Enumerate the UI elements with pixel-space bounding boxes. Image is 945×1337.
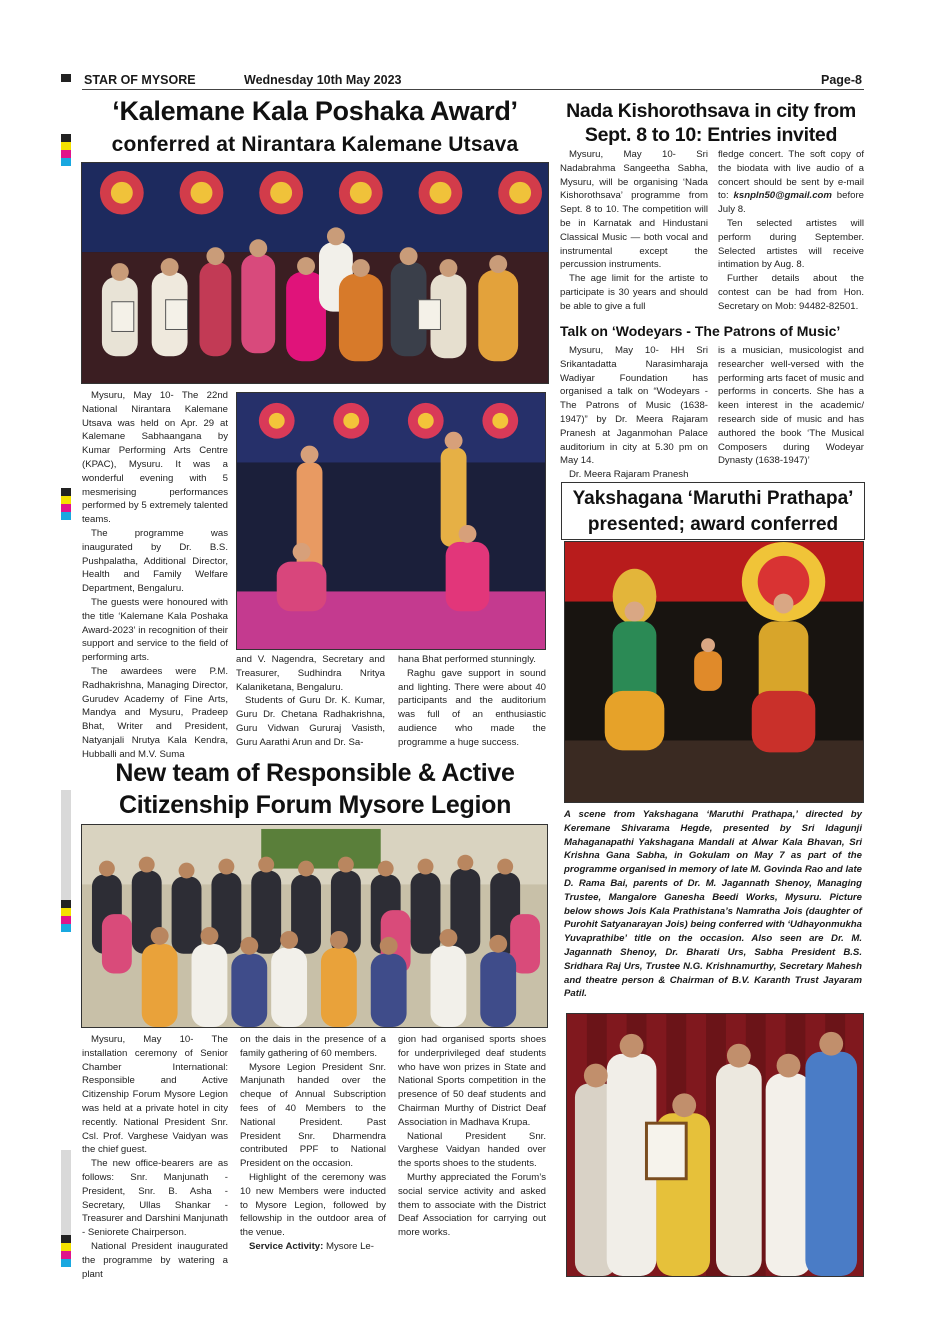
story4-caption: A scene from Yakshagana ‘Maruthi Prathapa,’ directed by Keremane Shivarama Hegde, presented by Sri Idagunji Mahaganapathi Yakshagana Mandali at Alwar Kala Bhavan, Sri Krishna Gana Sabha, in Gokulam on May 7 as part of the programme organised in memory of late M. Govinda Rao and late D. Rama Bai, parents of Dr. M. Jagannath Shenoy, Managing Trustee, Mangalore Ganesha Beedi Works, Mysuru. Picture below shows Jois Kala Prathistana’s Namratha Jois (daughter of Purohit Satyanarayan Jois) being conferred with ‘Udhayonmukha Yuvaprathibe’ title on the occasion. Also seen are Dr. M. Jagannath Shenoy, Dr. Bharati Urs, Sabha President B.S. Sridhara Raj Urs, Trustee N.G. Krishnamurthy, Secretary Mahesh and theatre person & Chairman of B.V. Karanth Trust Jayaram Patil. — [564, 809, 862, 1000]
dancers-photo — [236, 392, 546, 650]
service-activity-label: Service Activity: — [249, 1240, 324, 1252]
story1-headline-line1: ‘Kalemane Kala Poshaka Award’ — [112, 96, 518, 126]
contact-email: ksnpln50@gmail.com — [733, 190, 832, 202]
story5-paragraph: The new office-bearers are as follows: Snr. Manjunath - President, Snr. B. Asha - Secretary, Ullas Shankar - Treasurer and Darshini Manjunath - Seniorete Chairperson. — [82, 1158, 228, 1239]
story2-headline-line2: Sept. 8 to 10: Entries invited — [584, 124, 838, 146]
registration-mark — [61, 74, 71, 82]
page-header — [82, 72, 864, 90]
story5-paragraph: gion had organised sports shoes for underprivileged deaf students who have won prizes in State and National Sports competition in the presence of 50 deaf students and Chairman Murthy of District Deaf Association in Madhava Krupa. — [398, 1034, 546, 1128]
story1-column-1 — [82, 389, 228, 762]
registration-mark — [61, 900, 71, 932]
story4-headline-line2: presented; award conferred — [587, 514, 839, 535]
story5-text: Mysore Le- — [323, 1240, 374, 1252]
story2-column-2 — [718, 148, 864, 314]
story5-paragraph: Mysuru, May 10- The installation ceremony of Senior Chamber International: Responsible and Active Citizenship Forum Mysore Legion was held at a private hotel in city recently. National President Snr. Csl. Prof. Varghese Vaidyan was the chief guest. — [82, 1034, 228, 1156]
registration-mark — [61, 488, 71, 520]
registration-mark — [61, 1235, 71, 1267]
story1-paragraph: hana Bhat performed stunningly. — [398, 654, 536, 665]
story1-paragraph: The guests were honoured with the title ‘Kalemane Kala Poshaka Award-2023’ in recognition of their support and service to the field of performing arts. — [82, 596, 228, 664]
story5-paragraph: National President inaugurated the programme by watering a plant — [82, 1240, 228, 1280]
story1-paragraph: Raghu gave support in sound and lighting. There were about 40 participants and the auditorium was full of an enthusiastic audience who made the programme a huge success. — [398, 667, 546, 748]
story1-paragraph: and V. Nagendra, Secretary and Treasurer, Sudhindra Nritya Kalaniketana, Bengaluru. — [236, 654, 385, 693]
story1-paragraph: Mysuru, May 10- The 22nd National Nirantara Kalemane Utsava was held on Apr. 29 at Kalemane Sabhaangana by Kumar Performing Arts Centre (KPAC), Mysuru. It was a wonderful evening with 5 mesmerising performances performed by 5 extremely talented teams. — [82, 390, 228, 526]
story3-column-2 — [718, 344, 864, 468]
story5-column-2 — [240, 1033, 386, 1254]
story1-headline-line2: conferred at Nirantara Kalemane Utsava — [111, 133, 519, 156]
award-ceremony-photo — [566, 1013, 864, 1277]
story5-column-1 — [82, 1033, 228, 1281]
story2-paragraph: Mysuru, May 10- Sri Nadabrahma Sangeetha Sabha, Mysuru, will be organising ‘Nada Kishorothsava’ programme from Sept. 8 to 10. The competition will be in Karnatak and Hindustani Classical Music — both vocal and instrumental except the percussion instruments. — [560, 149, 708, 271]
story3-paragraph: Dr. Meera Rajaram Pranesh — [569, 469, 689, 481]
story2-headline-line1: Nada Kishorothsava in city from — [566, 100, 856, 122]
story2-text: before July 8. — [718, 190, 864, 216]
registration-bar — [61, 790, 71, 900]
story5-paragraph: Mysore Legion President Snr. Manjunath handed over the cheque of Annual Subscription fees of 40 Members to the National President. Past President Snr. Dharmendra contributed PPF to National President on the occasion. — [240, 1061, 386, 1170]
story5-paragraph: on the dais in the presence of a family gathering of 60 members. — [240, 1034, 386, 1059]
forum-group-photo — [81, 824, 548, 1028]
story1-paragraph: Students of Guru Dr. K. Kumar, Guru Dr. Chetana Radhakrishna, Guru Vidwan Gururaj Vasisth, Guru Aarathi Arun and Dr. Sa- — [236, 695, 385, 748]
story1-paragraph: The awardees were P.M. Radhakrishna, Managing Director, Gurudev Academy of Fine Arts, Mandya and Mysuru, Pradeep Bhat, Writer and President, Natyanjali Nrutya Kala Kendra, Hubballi and M.V. Suma — [82, 665, 228, 760]
story5-headline-line1: New team of Responsible & Active — [115, 759, 515, 787]
registration-mark — [61, 134, 71, 166]
story2-paragraph: Further details about the contest can be had from Hon. Secretary on Mob: 94482-82501. — [718, 273, 864, 312]
story2-column-1 — [560, 148, 708, 314]
story2-text: fledge concert. The soft copy of the biodata with live audio of a concert should be sent by e-mail to: — [718, 149, 864, 202]
story4-headline-line1: Yakshagana ‘Maruthi Prathapa’ — [572, 488, 854, 509]
award-group-photo — [81, 162, 549, 384]
registration-bar — [61, 1150, 71, 1235]
story3-paragraph: is a musician, musicologist and researcher well-versed with the performing arts facet of music and performs in concerts. She has a keen interest in the academic/ research side of music and has authored the book ‘The Musical Composers during Wodeyar Dynasty (1638-1947)’ — [718, 345, 864, 467]
story3-column-1 — [560, 344, 708, 482]
issue-date: Wednesday 10th May 2023 — [244, 73, 402, 87]
story2-paragraph: The age limit for the artiste to participate is 30 years and should be able to give a full — [560, 273, 708, 312]
story2-paragraph: Ten selected artistes will perform during September. Selected artistes will receive intimation by Aug. 8. — [718, 217, 864, 271]
story5-headline-line2: Citizenship Forum Mysore Legion — [118, 791, 512, 819]
paper-name: STAR OF MYSORE — [84, 73, 196, 87]
story4-headline-box — [561, 482, 865, 540]
yakshagana-photo — [564, 541, 864, 803]
page-number: Page-8 — [821, 73, 862, 87]
story1-column-3 — [398, 653, 546, 750]
story1-column-2 — [236, 653, 385, 750]
story5-paragraph: Murthy appreciated the Forum’s social service activity and asked them to associate with the District Deaf Association for carrying out more works. — [398, 1171, 546, 1239]
story5-paragraph: Highlight of the ceremony was 10 new Members were inducted to Mysore Legion, followed by fellowship in the outdoor area of the venue. — [240, 1171, 386, 1239]
story1-paragraph: The programme was inaugurated by Dr. B.S. Pushpalatha, Additional Director, Health and Family Welfare Department, Bengaluru. — [82, 527, 228, 595]
story3-headline: Talk on ‘Wodeyars - The Patrons of Music’ — [560, 323, 841, 339]
story5-paragraph: National President Snr. Varghese Vaidyan handed over the sports shoes to the students. — [398, 1130, 546, 1170]
story5-column-3 — [398, 1033, 546, 1240]
story3-paragraph: Mysuru, May 10- HH Sri Srikantadatta Narasimharaja Wadiyar Foundation has organised a talk on “Wodeyars - The Patrons of Music (1638-1947)” by Dr. Meera Rajaram Pranesh at Jaganmohan Palace auditorium in city at 5.30 pm on May 14. — [560, 345, 708, 467]
